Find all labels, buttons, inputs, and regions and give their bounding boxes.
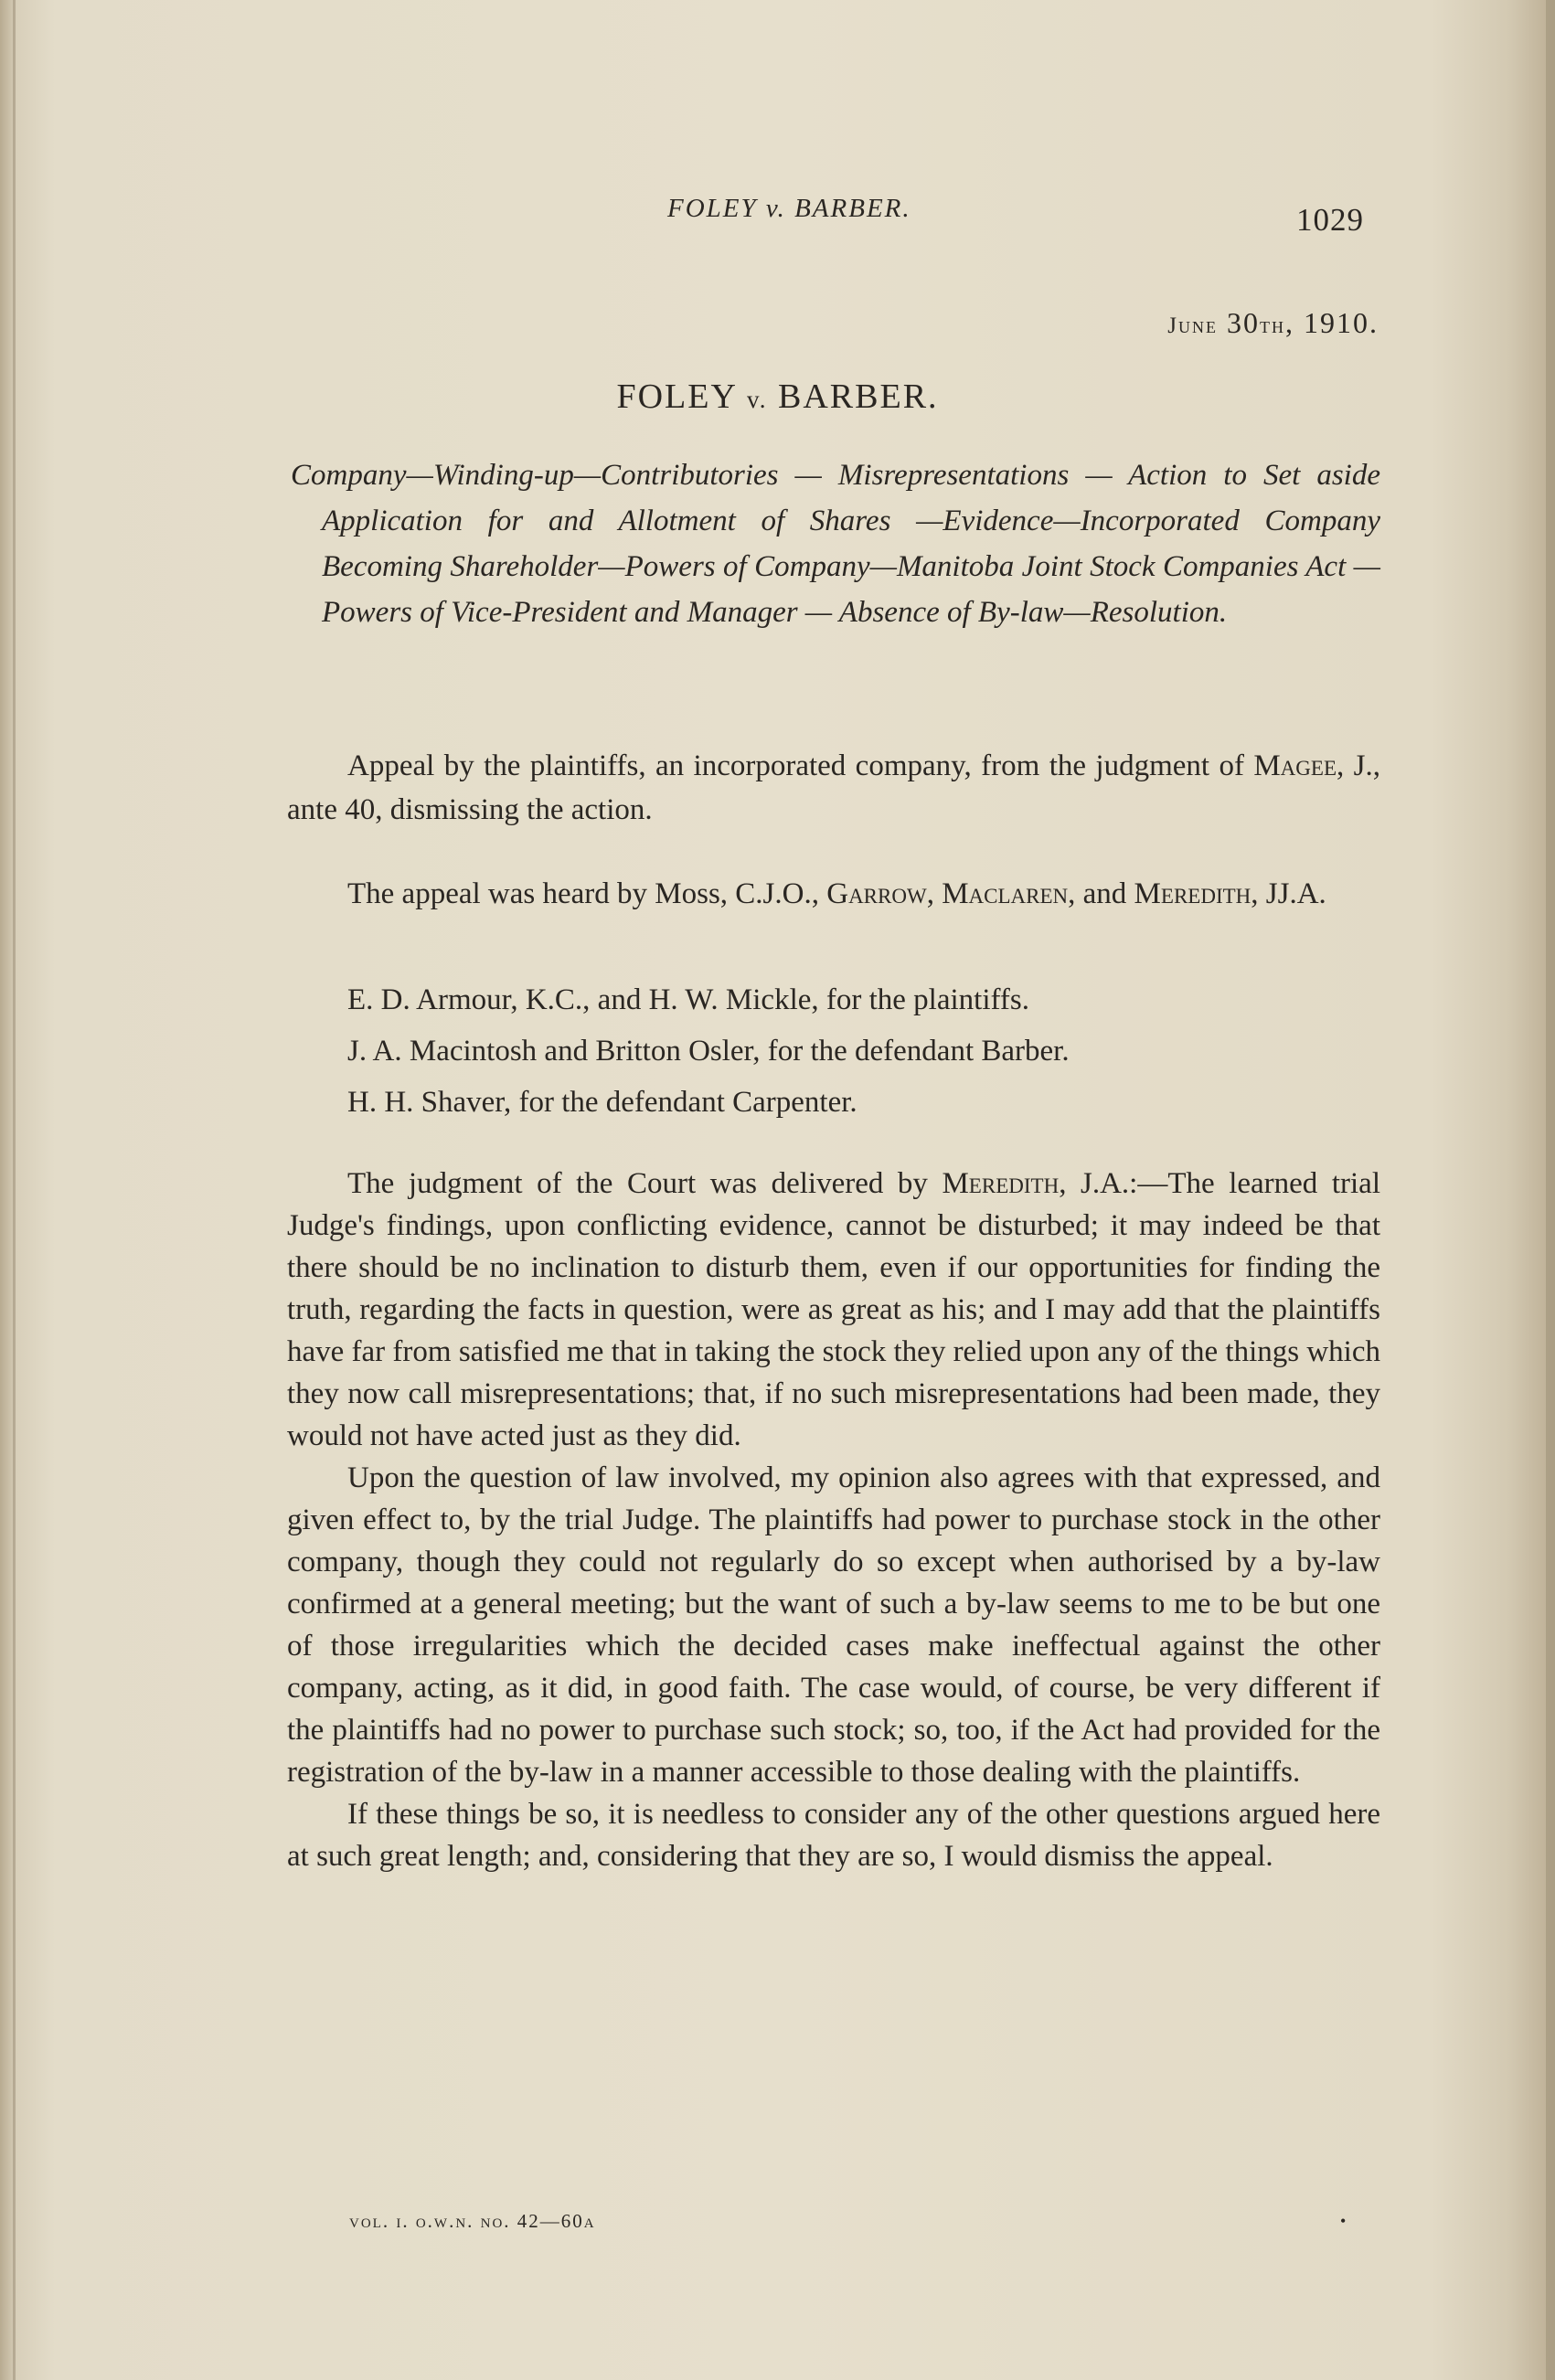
judgment-intro: The judgment of the Court was delivered by	[347, 1167, 943, 1200]
date-year: , 1910.	[1285, 306, 1379, 339]
counsel-line: E. D. Armour, K.C., and H. W. Mickle, for the plaintiffs.	[347, 983, 1029, 1016]
counsel-list	[287, 974, 1380, 1128]
heard-text-post: , JJ.A.	[1251, 877, 1326, 910]
case-versus: v.	[747, 386, 768, 413]
appeal-paragraph	[287, 745, 1380, 832]
date-day-suffix: th	[1260, 313, 1285, 338]
heard-sep-1: ,	[926, 877, 943, 910]
judgment-paragraph: If these things be so, it is needless to consider any of the other questions argued here at such great length; and, considering that they are so, I would dismiss the appeal.	[287, 1798, 1380, 1873]
counsel-line: H. H. Shaver, for the defendant Carpenter.	[347, 1086, 857, 1119]
running-head: FOLEY v. BARBER.	[667, 194, 911, 223]
printer-signature: vol. i. o.w.n. no. 42—60a	[349, 2210, 596, 2232]
page-number: 1029	[1296, 202, 1364, 238]
appeal-text-pre: Appeal by the plaintiffs, an incorporated company, from the judgment of	[347, 749, 1254, 782]
judge-garrow: Garrow	[826, 877, 927, 910]
case-plaintiff: FOLEY	[616, 377, 737, 416]
judgment-paragraph	[287, 1163, 1380, 1457]
headnote: Company—Winding-up—Contributories — Misrepresentations — Action to Set aside Application for and Allotment of Shares —Evidence—Incorporated Company Becoming Shareholder—Powers of Company—Manitoba Joint Stock Companies Act —Powers of Vice-President and Manager — Absence of By-law—Resolution.	[291, 459, 1380, 629]
judgment-paragraph: Upon the question of law involved, my opinion also agrees with that expressed, and given effect to, by the trial Judge. The plaintiffs had power to purchase stock in the other company, though they could not regularly do so except when authorised by a by-law confirmed at a general meeting; but the want of such a by-law seems to me to be but one of those irregularities which the decided cases make ineffectual against the other company, acting, as it did, in good faith. The case would, of course, be very different if the plaintiffs had no power to purchase such stock; so, too, if the Act had provided for the registration of the by-law in a manner accessible to those dealing with the plaintiffs.	[287, 1461, 1380, 1789]
judgment-author: Meredith	[942, 1167, 1060, 1200]
heard-by-paragraph	[287, 873, 1380, 917]
trial-judge-name: Magee	[1253, 749, 1337, 782]
appeal-text-post: , J., ante 40, dismissing the action.	[287, 749, 1381, 826]
judge-maclaren: Maclaren	[942, 877, 1069, 910]
binding-gutter	[13, 0, 16, 2380]
date-day: 30	[1227, 306, 1260, 339]
heard-text-pre: The appeal was heard by Moss, C.J.O.,	[347, 877, 827, 910]
case-defendant: BARBER.	[778, 377, 939, 416]
page-edge	[1546, 0, 1555, 2380]
decision-date	[1167, 306, 1379, 340]
judge-meredith: Meredith	[1134, 877, 1251, 910]
date-month: June	[1167, 313, 1218, 338]
judgment-text	[287, 1163, 1380, 1877]
judgment-p1: , J.A.:—The learned trial Judge's findings, upon conflicting evidence, cannot be disturbed; it may indeed be that there should be no inclination to disturb them, even if our opportunities for finding the truth, regarding the facts in question, were as great as his; and I may add that the plaintiffs have far from satisfied me that in taking the stock they relied upon any of the things which they now call misrepresentations; that, if no such misrepresentations had been made, they would not have acted just as they did.	[287, 1167, 1380, 1452]
page-mark: •	[1340, 2212, 1347, 2230]
case-title	[0, 377, 1555, 417]
counsel-line: J. A. Macintosh and Britton Osler, for the defendant Barber.	[347, 1035, 1070, 1068]
heard-sep-2: , and	[1068, 877, 1134, 910]
